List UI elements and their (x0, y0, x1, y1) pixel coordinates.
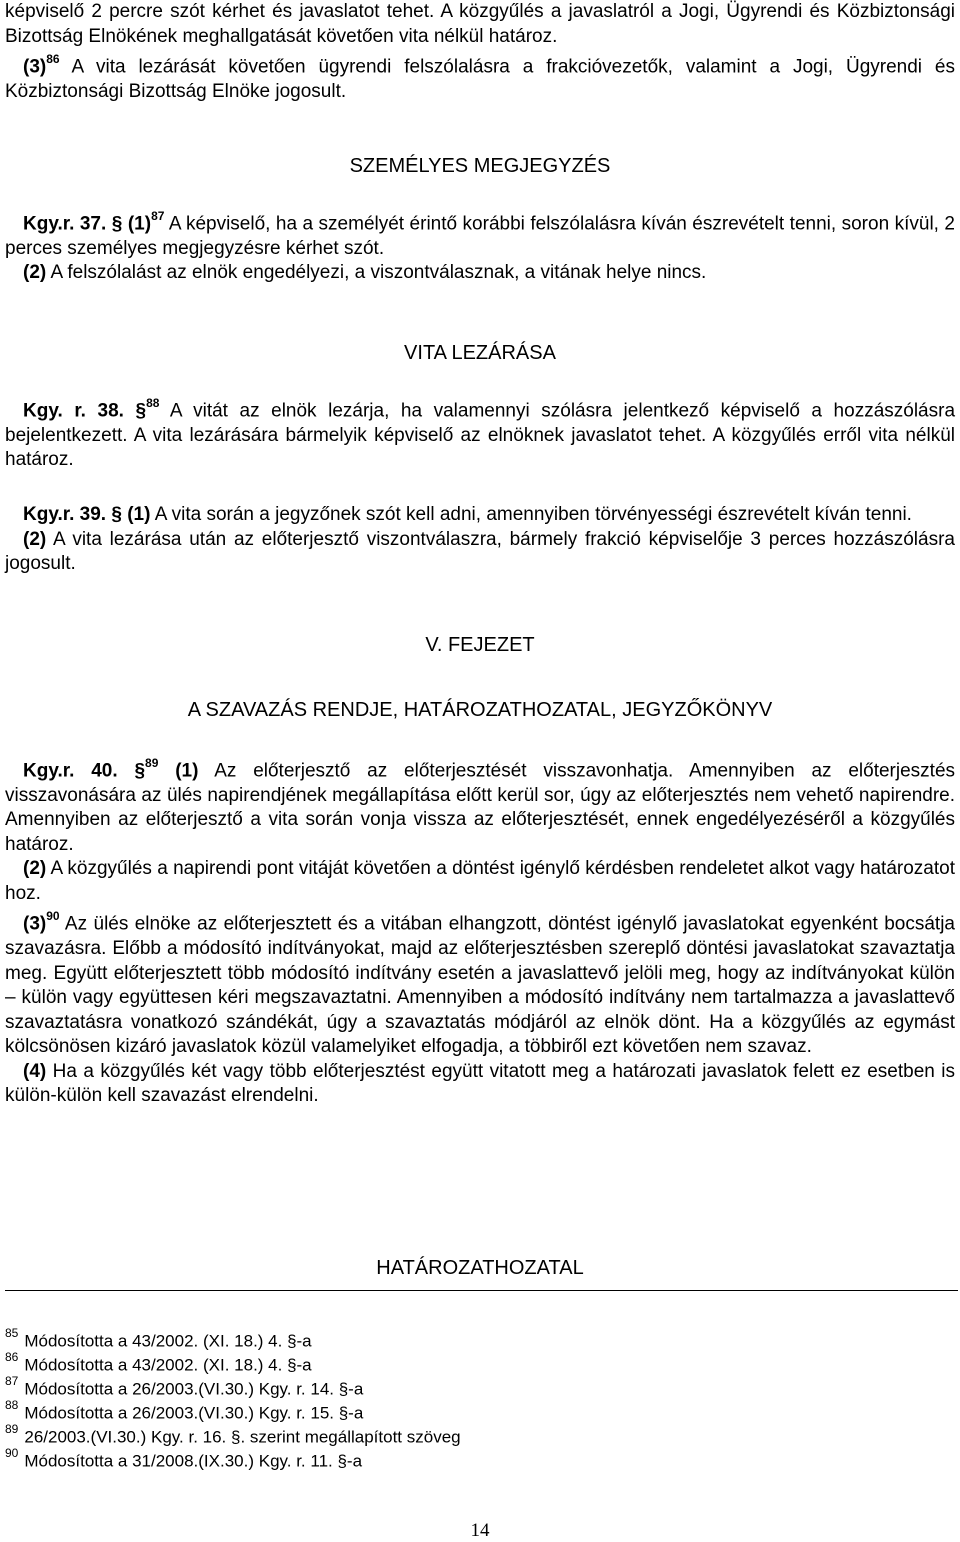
footnote (5, 1326, 312, 1352)
section-sign: § (111, 504, 122, 525)
paragraph-label: (2) (23, 528, 47, 550)
paragraph-label: (1) (127, 213, 152, 235)
article-40 (5, 753, 955, 1109)
footnote (5, 1398, 363, 1424)
paragraph-3 (5, 49, 955, 104)
footnote-text: Módosította a 31/2008.(IX.30.) Kgy. r. 11. §-a (24, 1451, 363, 1471)
paragraph-text: Az előterjesztő az előterjesztését visszavonhatja. Amennyiben az előterjesztés visszavonására az ülés napirendjének megállapítása előtt kerül sor, úgy az előterjesztés nem vehető napirendre. Amennyiben az előterjesztő a vita során vonja vissza az előterjesztését, ennek engedélyezéséről a közgyűlés határoz. (5, 760, 956, 855)
footnote-text: Módosította a 43/2002. (XI. 18.) 4. §-a (24, 1331, 312, 1351)
paragraph-text: A vita lezárását követően ügyrendi felszólalásra a frakcióvezetők, valamint a Jogi, Ügyrendi és Közbiztonsági Bizottság Elnöke jogosult. (5, 56, 955, 102)
footnote (5, 1374, 363, 1400)
paragraph-text: képviselő 2 percre szót kérhet és javaslatot tehet. A közgyűlés a javaslatról a Jogi, Ügyrendi és Közbiztonsági Bizottság Elnökének meghallgatását követően vita nélkül határoz. (5, 1, 955, 47)
article-37 (5, 206, 955, 286)
article-ref: Kgy.r. 40. (23, 760, 118, 782)
paragraph-text: A felszólalást az elnök engedélyezi, a viszontválasznak, a vitának helye nincs. (46, 262, 707, 284)
section-heading-szemelyes: SZEMÉLYES MEGJEGYZÉS (349, 155, 611, 177)
paragraph-4 (5, 1060, 955, 1109)
paragraph-label: (4) (23, 1060, 47, 1082)
paragraph-label: (3) (23, 913, 47, 935)
paragraph-text: A vita során a jegyzőnek szót kell adni, amennyiben törvényességi észrevételt kíván tenni. (150, 504, 912, 525)
footnote-number: 88 (5, 1398, 19, 1412)
footnote-ref: 87 (151, 209, 165, 223)
paragraph-2 (5, 261, 955, 286)
section-sign: § (135, 400, 147, 422)
paragraph-text: Ha a közgyűlés két vagy több előterjesztést együtt vitatott meg a határozati javaslatok felett ez esetben is külön-külön kell szavazást elrendelni. (5, 1060, 955, 1107)
paragraph-label: (2) (23, 858, 47, 880)
footnote (5, 1350, 312, 1376)
footnote-ref: 89 (145, 756, 159, 770)
paragraph-2 (5, 857, 955, 906)
paragraph-1 (5, 206, 955, 261)
section-sign: § (111, 213, 123, 235)
article-39 (5, 503, 955, 577)
article-ref: Kgy.r. 39. (23, 504, 107, 525)
chapter-heading: V. FEJEZET (425, 634, 535, 656)
footnote-divider (5, 1290, 958, 1291)
footnote-ref: 86 (46, 52, 60, 66)
article-38 (5, 393, 955, 473)
paragraph-text-block (5, 393, 955, 473)
section-heading-vita: VITA LEZÁRÁSA (404, 342, 556, 364)
paragraph-text: A képviselő, ha a személyét érintő korábbi felszólalásra kíván észrevételt tenni, soron kívül, 2 perces személyes megjegyzésre kérhet szót. (5, 213, 956, 259)
chapter-title: A SZAVAZÁS RENDJE, HATÁROZATHOZATAL, JEGYZŐKÖNYV (187, 699, 773, 721)
footnote (5, 1422, 461, 1448)
footnote-ref: 88 (146, 396, 160, 410)
footnote-number: 86 (5, 1350, 19, 1364)
footnote-number: 87 (5, 1374, 19, 1388)
article-ref: Kgy.r. 37. (23, 213, 107, 235)
paragraph-label: (1) (175, 760, 199, 782)
paragraph-text: A közgyűlés a napirendi pont vitáját követően a döntést igénylő kérdésben rendeletet alkot vagy határozatot hoz. (5, 858, 955, 904)
footnote-number: 85 (5, 1326, 19, 1340)
paragraph-label: (1) (127, 504, 151, 525)
paragraph-label: (2) (23, 262, 47, 284)
paragraph-text: Az ülés elnöke az előterjesztett és a vitában elhangzott, döntést igénylő javaslatokat egyenként bocsátja szavazásra. Előbb a módosító indítványokat, majd az előterjesztésben szereplő döntési javaslatokat szavaztatja meg. Együtt előterjesztett több módosító indítvány esetén a javaslattevő jelöli meg, hogy az indítványokat külön – külön vagy együttesen kéri megszavaztatni. Amennyiben a módosító indítvány nem tartalmazza a javaslattevő szavaztatásra vonatkozó szándékát, úgy a szavaztatás módjáról az elnök dönt. Ha a közgyűlés az egymást kölcsönösen kizáró javaslatok közül valamelyiket elfogadja, a többiről ezt követően nem szavaz. (5, 913, 955, 1058)
paragraph-text: A vita lezárása után az előterjesztő viszontválaszra, bármely frakció képviselője 3 perces hozzászólásra jogosult. (5, 528, 955, 574)
footnote-ref: 90 (46, 909, 60, 924)
paragraph-label: (3) (23, 56, 47, 78)
page-number: 14 (470, 1520, 490, 1541)
footnote (5, 1446, 362, 1472)
footnote-text: Módosította a 26/2003.(VI.30.) Kgy. r. 15. §-a (24, 1403, 364, 1423)
paragraph-3 (5, 906, 955, 1059)
paragraph-2 (5, 528, 955, 577)
paragraph-1 (5, 753, 955, 857)
footnote-text: Módosította a 43/2002. (XI. 18.) 4. §-a (24, 1355, 312, 1375)
footnote-text: 26/2003.(VI.30.) Kgy. r. 16. §. szerint megállapított szöveg (24, 1427, 461, 1447)
footnote-number: 90 (5, 1446, 19, 1460)
section-heading-hatarozat: HATÁROZATHOZATAL (376, 1257, 584, 1279)
footnote-text: Módosította a 26/2003.(VI.30.) Kgy. r. 14. §-a (24, 1379, 364, 1399)
footnote-number: 89 (5, 1422, 19, 1436)
section-sign: § (134, 760, 146, 782)
continuation-paragraph (5, 0, 955, 104)
article-ref: Kgy. r. 38. (23, 400, 124, 422)
paragraph-text: A vitát az elnök lezárja, ha valamennyi szólásra jelentkező képviselő a hozzászólásra bejelentkezett. A vita lezárására bármelyik képviselő az elnöknek javaslatot tehet. A közgyűlés erről vita nélkül határoz. (5, 400, 956, 471)
paragraph-1 (5, 503, 955, 528)
